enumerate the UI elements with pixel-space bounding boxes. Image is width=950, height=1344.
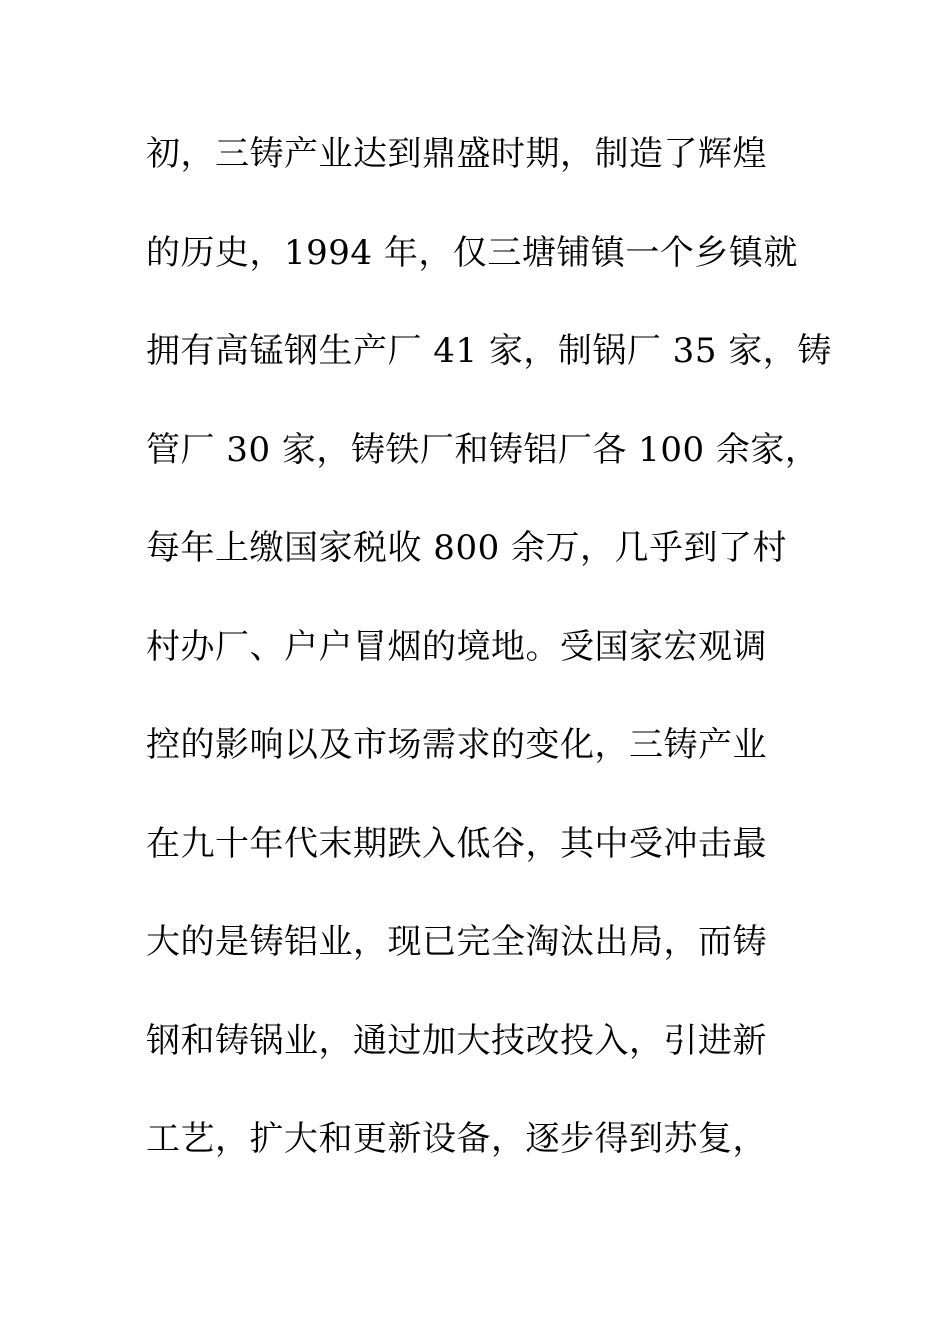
text-line: 钢和铸锅业，通过加大技改投入，引进新: [146, 1020, 767, 1061]
text-line: 村办厂、户户冒烟的境地。受国家宏观调: [146, 626, 767, 667]
text-line: 控的影响以及市场需求的变化，三铸产业: [146, 725, 767, 765]
text-line: 管厂 30 家，铸铁厂和铸铝厂各 100 余家，: [146, 429, 820, 470]
text-line: 每年上缴国家税收 800 余万，几乎到了村: [146, 528, 788, 568]
text-line: 大的是铸铝业，现已完全淘汰出局，而铸: [146, 922, 767, 962]
text-line: 拥有高锰钢生产厂 41 家，制锅厂 35 家，铸: [146, 331, 832, 371]
text-line: 在九十年代末期跌入低谷，其中受冲击最: [146, 823, 767, 864]
text-line: 初，三铸产业达到鼎盛时期，制造了辉煌: [146, 134, 767, 174]
body-paragraph: [146, 127, 832, 1211]
text-line: 工艺，扩大和更新设备，逐步得到苏复，: [146, 1119, 767, 1159]
text-line: 的历史，1994 年，仅三塘铺镇一个乡镇就: [146, 232, 798, 273]
